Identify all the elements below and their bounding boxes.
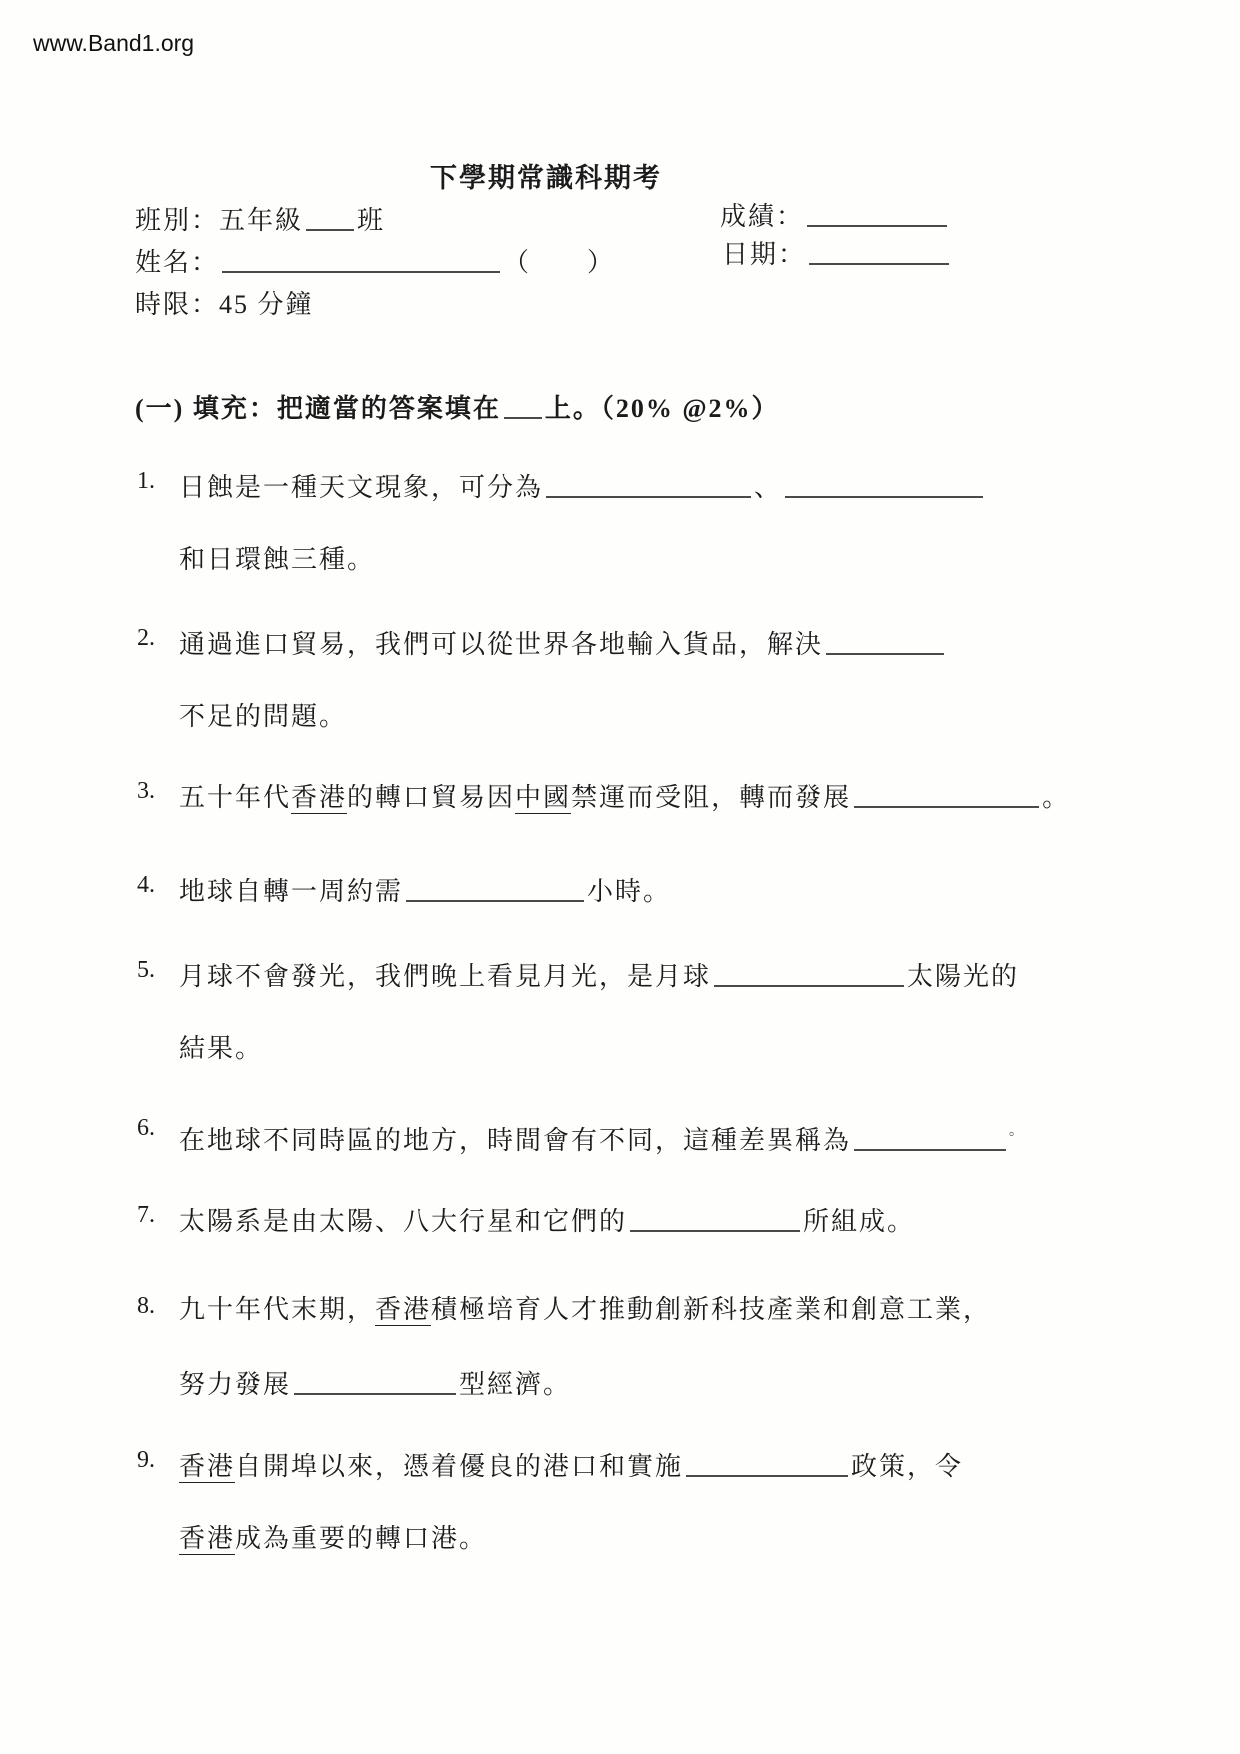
answer-blank[interactable] bbox=[546, 470, 751, 498]
proper-noun-underlined: 中國 bbox=[515, 783, 572, 812]
text-segment: 月球不會發光，我們晚上看見月光，是月球 bbox=[179, 962, 712, 991]
text-segment: 政策，令 bbox=[851, 1452, 964, 1481]
question-body bbox=[179, 1202, 915, 1239]
answer-blank[interactable] bbox=[630, 1204, 800, 1232]
question-line bbox=[179, 1202, 915, 1239]
answer-blank[interactable] bbox=[807, 199, 947, 227]
text-segment: 通過進口貿易，我們可以從世界各地輸入貨品，解決 bbox=[179, 630, 824, 659]
text-segment: 所組成。 bbox=[803, 1207, 916, 1236]
question-number: 6. bbox=[137, 1115, 155, 1141]
date-field bbox=[722, 234, 952, 271]
proper-noun-underlined: 香港 bbox=[179, 1452, 236, 1481]
answer-blank[interactable] bbox=[406, 874, 584, 902]
question-number: 9. bbox=[137, 1447, 155, 1473]
text-segment: 在地球不同時區的地方，時間會有不同，這種差異稱為 bbox=[179, 1126, 852, 1155]
text-segment: 。 bbox=[1042, 783, 1071, 812]
text-segment: 不足的問題。 bbox=[179, 702, 348, 731]
text-segment: 小時。 bbox=[587, 877, 672, 906]
text-segment: 日蝕是一種天文現象，可分為 bbox=[179, 473, 544, 502]
text-segment: 的轉口貿易因 bbox=[347, 783, 516, 812]
answer-blank[interactable] bbox=[294, 1367, 456, 1395]
text-segment: 努力發展 bbox=[179, 1370, 292, 1399]
answer-blank[interactable] bbox=[306, 203, 354, 231]
answer-blank[interactable] bbox=[826, 627, 944, 655]
text-segment: 、 bbox=[754, 473, 783, 502]
question-9 bbox=[137, 1447, 963, 1556]
text-segment: 太陽系是由太陽、八大行星和它們的 bbox=[179, 1207, 628, 1236]
text-segment: 自開埠以來，憑着優良的港口和實施 bbox=[235, 1452, 684, 1481]
text-segment: 成績： bbox=[720, 202, 805, 231]
question-line bbox=[179, 1447, 963, 1484]
proper-noun-underlined: 香港 bbox=[375, 1295, 432, 1324]
text-segment: 地球自轉一周約需 bbox=[179, 877, 404, 906]
question-number: 1. bbox=[137, 468, 155, 494]
question-7 bbox=[137, 1202, 915, 1239]
question-number: 7. bbox=[137, 1202, 155, 1228]
question-body bbox=[179, 1447, 963, 1556]
answer-blank[interactable] bbox=[809, 237, 949, 265]
question-number: 3. bbox=[137, 778, 155, 804]
text-segment: 姓名： bbox=[135, 248, 220, 277]
answer-blank[interactable] bbox=[504, 391, 542, 419]
question-line bbox=[179, 1032, 1019, 1066]
question-number: 8. bbox=[137, 1293, 155, 1319]
text-segment: 型經濟。 bbox=[459, 1370, 572, 1399]
question-5 bbox=[137, 957, 1019, 1066]
text-segment: 太陽光的 bbox=[907, 962, 1020, 991]
text-segment: 結果。 bbox=[179, 1034, 264, 1063]
question-number: 4. bbox=[137, 872, 155, 898]
question-line bbox=[179, 957, 1019, 994]
text-segment: （ ） bbox=[503, 248, 616, 277]
question-line bbox=[179, 778, 1070, 815]
question-number: 2. bbox=[137, 625, 155, 651]
text-segment: 班別：五年級 bbox=[135, 206, 304, 235]
question-line bbox=[179, 543, 986, 577]
answer-blank[interactable] bbox=[222, 245, 500, 273]
text-segment: 九十年代末期， bbox=[179, 1295, 376, 1324]
text-segment: 五十年代 bbox=[179, 783, 292, 812]
class-field bbox=[135, 200, 385, 237]
question-line bbox=[179, 625, 947, 662]
site-watermark: www.Band1.org bbox=[33, 30, 195, 56]
text-segment: 積極培育人才推動創新科技產業和創意工業， bbox=[431, 1295, 992, 1324]
question-line bbox=[179, 1522, 963, 1556]
question-number: 5. bbox=[137, 957, 155, 983]
question-line bbox=[179, 468, 986, 505]
text-segment: 和日環蝕三種。 bbox=[179, 545, 376, 574]
question-body bbox=[179, 468, 986, 577]
text-segment: 日期： bbox=[722, 240, 807, 269]
question-line bbox=[179, 872, 671, 909]
text-segment: (一) 填充：把適當的答案填在 bbox=[135, 394, 501, 423]
question-8 bbox=[137, 1293, 991, 1402]
question-line bbox=[179, 700, 947, 734]
question-2 bbox=[137, 625, 947, 734]
text-segment: 成為重要的轉口港。 bbox=[235, 1524, 488, 1553]
answer-blank[interactable] bbox=[714, 959, 904, 987]
question-line bbox=[179, 1115, 1025, 1158]
answer-blank[interactable] bbox=[686, 1449, 848, 1477]
name-field bbox=[135, 242, 615, 279]
proper-noun-underlined: 香港 bbox=[179, 1524, 236, 1553]
question-body bbox=[179, 1293, 991, 1402]
question-4 bbox=[137, 872, 671, 909]
question-line bbox=[179, 1293, 991, 1327]
question-6 bbox=[137, 1115, 1025, 1158]
question-3 bbox=[137, 778, 1070, 815]
answer-blank[interactable] bbox=[854, 780, 1039, 808]
question-body bbox=[179, 957, 1019, 1066]
text-segment: 時限：45 分鐘 bbox=[135, 290, 314, 319]
question-1 bbox=[137, 468, 986, 577]
text-segment: 班 bbox=[357, 206, 386, 235]
question-body bbox=[179, 778, 1070, 815]
answer-blank[interactable] bbox=[785, 470, 983, 498]
section-one-heading bbox=[135, 388, 780, 425]
question-line bbox=[179, 1365, 991, 1402]
answer-blank[interactable] bbox=[854, 1123, 1006, 1151]
text-segment: 禁運而受阻，轉而發展 bbox=[571, 783, 852, 812]
exam-title: 下學期常識科期考 bbox=[430, 163, 662, 193]
question-body bbox=[179, 625, 947, 734]
time-limit-field bbox=[135, 284, 314, 321]
score-field bbox=[720, 196, 950, 233]
question-body bbox=[179, 872, 671, 909]
proper-noun-underlined: 香港 bbox=[291, 783, 348, 812]
text-segment: 。 bbox=[1009, 1124, 1026, 1139]
text-segment: 上。（20% @2%） bbox=[544, 394, 780, 423]
question-body bbox=[179, 1115, 1025, 1158]
